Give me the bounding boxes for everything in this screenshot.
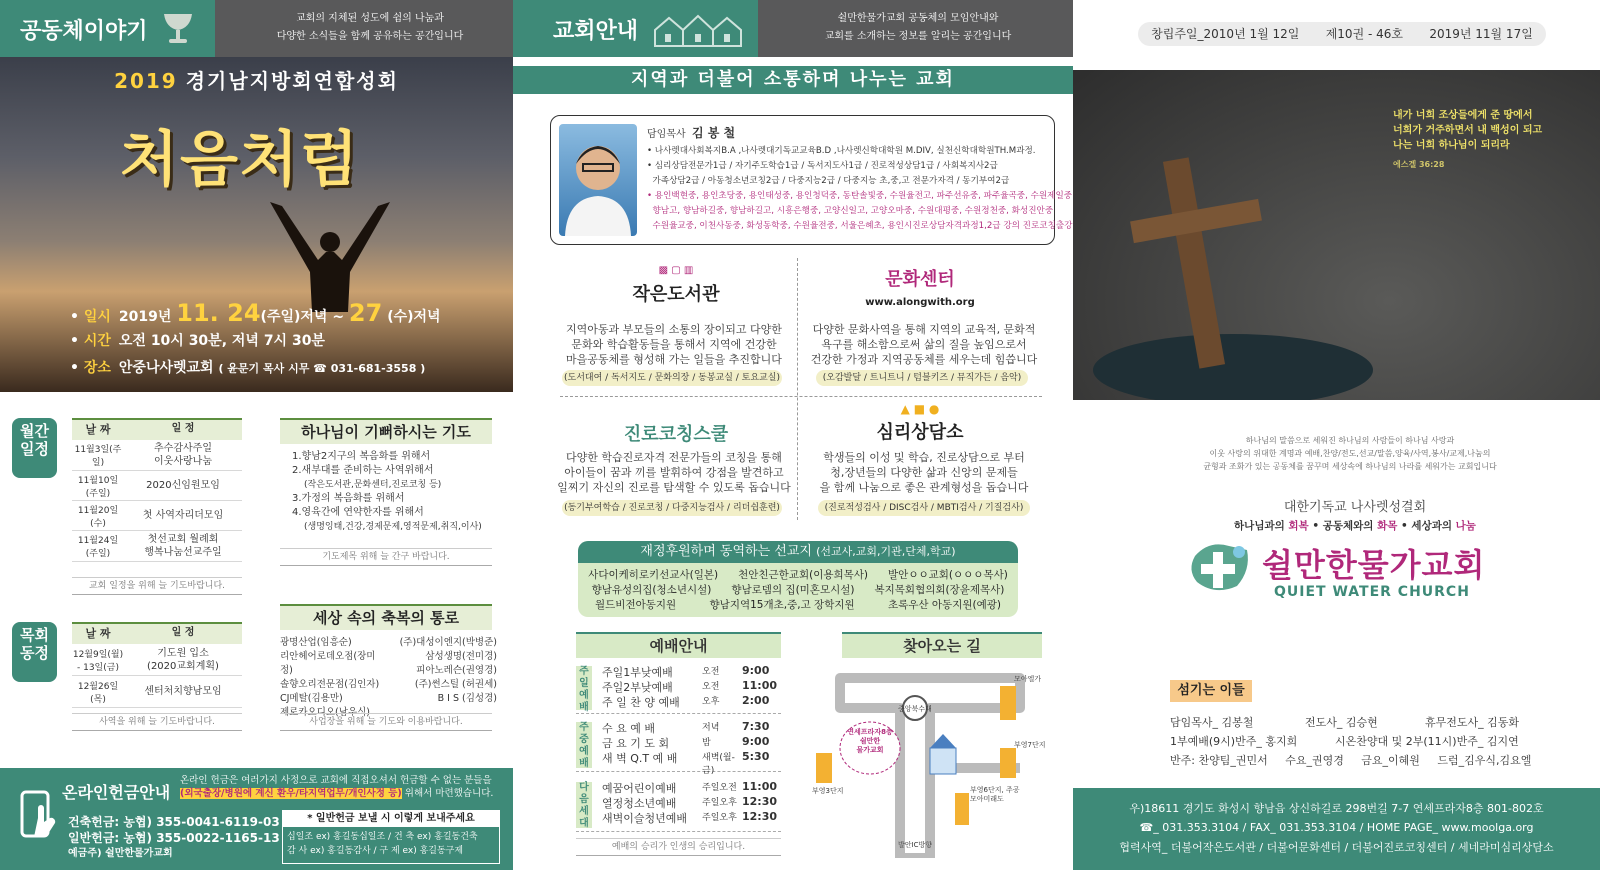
worship-silhouette [230,202,430,312]
mission-line1: 사다이케히로키선교사(일본) 천안친근한교회(이용희목사) 발안ㅇㅇ교회(ㅇㅇㅇ목사) [588,569,1008,581]
service-time-label: 오후 [702,697,720,707]
service-name: 주 일 찬 양 예배 [602,696,680,709]
serve-evangelist: 전도사_ 김승현 [1305,716,1378,729]
row-event: 추수감사주일 이웃사랑나눔 [154,443,212,467]
prayer-foot: 기도제목 위해 늘 간구 바랍니다. [280,548,492,566]
map-label-buyoung7: 부영7단지 [1014,741,1046,749]
issue-info [1138,22,1546,46]
time-key: 시간 [83,333,111,349]
service-name: 주일1부낮예배 [602,666,673,679]
poster-place: • 장소 안중나사렛교회 ( 윤문기 목사 시무 ☎ 031-681-3558 ) [70,360,426,376]
pastoral-table [72,622,242,708]
worship-row [602,780,782,796]
service-time-label: 주일오후 [702,798,737,808]
date-end: 27 [348,299,383,327]
serve-second-service: 시온찬양대 및 2부(11시)반주_ 김지연 [1335,735,1519,748]
library-desc [556,322,792,367]
credential-line: 향남고, 향남하길중, 향남하길고, 시흥은행중, 고양신일고, 고양오마중, 수원대평중, 수원정천중, 화성진안중 [647,206,1054,216]
culture-t2: 욕구를 해소함으로써 삶의 질을 높임으로서 [821,338,1027,351]
cross-photo [1073,70,1600,400]
blessing-title: 세상 속의 축복의 통로 [280,604,492,630]
online-desc3: 위해서 마련했습니다. [404,788,494,799]
business-item: (주)썬스틸 (허권세) [414,679,497,690]
service-time-label: 오전 [702,682,720,692]
coaching-logo [606,402,746,446]
poster-time: • 시간 오전 10시 30분, 저녁 7시 30분 [70,333,325,349]
founded-date: 창립주일_2010년 1월 12일 [1151,27,1300,41]
library-t1: 지역아동과 부모들의 소통의 장이되고 다양한 [566,323,782,336]
church-address: 우)18611 경기도 화성시 향남읍 상신하길로 298번길 7-7 연세프라자8층 801-802호 [1129,802,1544,815]
church-name: 쉴만한물가교회 [1262,546,1486,584]
map-label-balan-ic: 발안IC방향 [898,841,933,849]
serve-leave-evangelist: 휴무전도사_ 김동화 [1425,716,1520,729]
nextgen-tag: 다음세대 [576,782,592,828]
counsel-t2: 청,장년들의 다양한 삶과 신앙의 문제들 [830,466,1018,479]
serve-senior-pastor: 담임목사_ 김봉철 [1170,716,1254,729]
business-item: 리안헤어로데오점(장미정) [280,651,376,676]
library-logo: ▩ ▢ ▥ 작은도서관 [606,265,746,306]
prayer-item: 1.향남2지구의 복음화를 위해서 [292,451,431,462]
business-item: (주)대성이엔지(박병준) [399,637,497,648]
col2-header [513,0,1073,57]
place-extra: ( 윤문기 목사 시무 ☎ 031-681-3558 ) [218,362,426,375]
service-name: 새 벽 Q.T 예 배 [602,752,678,765]
serve-first-service: 1부예배(9시)반주_ 홍지희 [1170,735,1298,748]
mission-box [578,541,1018,617]
row-date: 12월9일(월) - 13일(금) [72,649,124,673]
counsel-shapes-icon: ▲ ■ ● [900,402,940,416]
phone-icon [18,788,58,848]
business-item: 삼성생명(전미경) [425,651,497,662]
note-title: * 일반헌금 보낼 시 이렇게 보내주세요 [283,811,499,827]
slogan-c: • 공동체와의 [1308,520,1378,532]
offering-note [282,810,500,864]
place-key: 장소 [83,360,111,376]
row-date: 11월3일(주일) [74,445,122,468]
church-building-icon [653,12,743,51]
table-row [72,501,242,531]
service-time: 12:30 [742,810,778,823]
culture-t3: 건강한 가정과 지역공동체를 세우는데 힘씁니다 [810,353,1038,366]
row-event: 센터처치향남모임 [144,686,222,697]
church-footer [1073,788,1600,870]
service-time: 9:00 [742,664,770,677]
poster-year: 2019 [114,69,178,93]
service-name: 금 요 기 도 회 [602,737,670,750]
poster-title: 처음처럼 [120,125,360,195]
col2-desc-line2: 교회를 소개하는 정보를 알리는 공간입니다 [824,31,1012,42]
coaching-t1: 다양한 학습진로자격 전문가들의 코칭을 통해 [566,451,782,464]
nextgen-worship [576,778,781,832]
worship-row [602,810,782,826]
row-date: 11월20일(수) [77,505,119,529]
map-title: 찾아오는 길 [842,632,1042,658]
poster-heading [0,65,513,94]
online-offering [0,768,513,870]
prayer-item: 3.가정의 복음화를 위해서 [292,493,405,504]
partner-ministries: 협력사역_ 더불어작은도서관 / 더불어문화센터 / 더불어진로코칭센터 / 세네라미심리상담소 [1119,841,1554,854]
poster-event: 경기남지방회연합성회 [185,69,399,93]
slogan-e: • 세상과의 [1397,520,1456,532]
service-time-label: 주일오후 [702,813,737,823]
service-time: 9:00 [742,735,770,748]
prayer-item: 4.영육간에 연약한자를 위해서 [292,507,424,518]
note-line2: 감 사 ex) 홍길동감사 / 구 제 ex) 홍길동구제 [287,846,464,856]
mission-title-sub: (선교사,교회,기관,단체,학교) [816,545,956,558]
credential-line: • 나사렛대사회복지B.A ,나사렛대기독교교육B.D ,나사렛신학대학원 M.DIV, 실천신학대학원TH.M과정. [647,146,1036,156]
church-name-en: QUIET WATER CHURCH [1274,584,1470,600]
map-label-moa: 모아엘가 [1014,675,1042,683]
business-item: 제로카오디오(남우식) [280,707,371,718]
counsel-t3: 을 함께 나눔으로 좋은 관계형성을 돕습니다 [819,481,1029,494]
church-logo-icon [1185,536,1255,598]
pastoral-foot: 사역을 위해 늘 기도바랍니다. [72,713,242,731]
counsel-tags: (진로적성검사 / DISC검사 / MBTI검사 / 기질검사) [818,500,1030,516]
service-time: 11:00 [742,679,778,692]
online-desc2: (외국출장/병원에 계신 환우/타지역업무/개인사정 등) [180,788,402,799]
serve-accompanists: 반주: 찬양팀_권민서 수요_권영경 금요_이혜원 드럼_김우식,김요엘 [1170,754,1532,767]
coaching-logo-text: 진로코칭스쿨 [623,424,729,445]
church-slogan [1190,518,1520,533]
row-event: 첫 사역자리더모임 [142,510,224,521]
col1-desc-line2: 다양한 소식들을 함께 공유하는 공간입니다 [276,31,464,42]
sunday-worship [576,662,781,714]
row-event: 첫선교회 월례회 행복나눔선교주일 [144,534,222,558]
col1-header-label: 공동체이야기 [0,0,215,57]
map-label-buyoung6: 부영6단지, 주공 모아미래도 [970,786,1020,803]
note-line1: 십일조 ex) 홍길동십일조 / 건 축 ex) 홍길동건축 [287,832,478,842]
place-value: 안중나사렛교회 [118,360,214,376]
slogan-f: 나눔 [1455,520,1476,532]
mission-line3: 월드비전아동지원 향남지역15개초,중,고 장학지원 초록우산 아동지원(예광) [595,599,1001,611]
worship-row [602,750,782,776]
counsel-logo-text: 심리상담소 [876,422,964,443]
weekday-worship [576,718,781,776]
col2-desc-line1: 쉴만한물가교회 공동체의 모임안내와 [837,13,999,24]
blessing-foot: 사업장을 위해 늘 기도와 이용바랍니다. [280,713,492,731]
verse-line3: 나는 너희 하나님이 되리라 [1393,140,1510,151]
vision-line2: 이웃 사랑의 위대한 계명과 예배,찬양/전도,선교/말씀,양육/사역,봉사/교제,나눔의 [1209,449,1491,458]
table-row [72,676,242,708]
general-account: 일반헌금: 농협) 355-0022-1165-13 [68,831,280,845]
business-item: 광명산업(임흥순) [280,637,352,648]
date-mid: (주일)저녁 ~ [260,309,345,325]
online-desc1: 온라인 헌금은 여러가지 사정으로 교회에 직접오셔서 헌금할 수 없는 분들을 [180,775,492,786]
ministry-divider-v [797,258,798,520]
date-post: (수)저녁 [387,309,441,325]
pastor-role: 담임목사 [647,129,686,140]
monthly-header [72,420,242,440]
worship-row [602,694,782,710]
servants-title: 섬기는 이들 [1170,680,1252,702]
monthly-h-event: 일 정 [171,423,195,434]
monthly-foot: 교회 일정을 위해 늘 기도바랍니다. [72,577,242,595]
service-time: 7:30 [742,720,770,733]
issue-number: 제10권 - 46호 [1325,27,1403,41]
poster-date: • 일시 2019년 11. 24(주일)저녁 ~ 27 (수)저녁 [70,299,441,327]
service-name: 열정청소년예배 [602,797,677,810]
culture-tags: (오감발달 / 트니트니 / 텀블키즈 / 뮤직가든 / 음악) [816,370,1028,386]
denomination: 대한기독교 나사렛성결회 [1283,500,1427,515]
location-map[interactable] [810,668,1050,858]
mission-title-main: 재정후원하며 동역하는 선교지 [640,544,812,559]
vision-line3: 균형과 조화가 있는 공동체를 꿈꾸며 세상속에 하나님의 나라를 세워가는 교회입니다 [1203,462,1497,471]
service-time: 5:30 [742,750,770,763]
counsel-logo [855,402,985,444]
culture-url[interactable]: www.alongwith.org [865,297,975,308]
scripture [1393,108,1542,172]
service-time-label: 밤 [702,738,711,748]
row-date: 12월26일(목) [77,681,119,705]
map-label-circle: 중앙북수대 [898,705,932,713]
blessing-left [280,636,385,720]
prayer-title: 하나님이 기뻐하시는 기도 [280,418,492,444]
table-row [72,440,242,471]
col1-desc-line1: 교회의 지체된 성도에 쉼의 나눔과 [296,13,444,24]
service-name: 예꿈어린이예배 [602,782,677,795]
account-holder: 예금주) 쉴만한물가교회 [68,848,173,859]
pastoral-header [72,624,242,644]
pastor-title [647,124,735,141]
church-vision [1180,434,1520,473]
service-time: 11:00 [742,780,778,793]
credential-line: 가족상담2급 / 아동청소년코칭2급 / 다중지능2급 / 다중지능 초,중,고 전문가자격 / 동기부여2급 [647,176,1010,186]
verse-line1: 내가 너희 조상들에게 준 땅에서 [1393,110,1533,121]
service-time-label: 주일오전 [702,783,737,793]
online-desc [180,774,510,800]
table-row [72,471,242,501]
library-tags: (도서대여 / 독서지도 / 문화의장 / 동봉교실 / 토요교실) [562,370,782,386]
online-title: 온라인헌금안내 [62,783,171,802]
worship-row [602,664,782,680]
pastor-photo [559,124,637,236]
business-item: CJ메탈(김용만) [280,693,343,704]
map-label-church: 연세프라자8층 쉴만한 물가교회 [847,728,893,754]
library-logo-text: 작은도서관 [632,284,720,305]
verse-line2: 너희가 거주하면서 내 백성이 되고 [1393,125,1543,136]
pastoral-h-event: 일 정 [171,627,195,638]
culture-t1: 다양한 문화사역을 통해 지역의 교육적, 문화적 [812,323,1036,336]
library-t2: 문화와 학습활동들을 통해서 지역에 건강한 [571,338,777,351]
row-date: 11월10일(주일) [77,475,119,499]
service-name: 수 요 예 배 [602,722,655,735]
service-time-label: 새벽(월-금) [702,753,735,776]
business-item: 솔향오리전문점(김인자) [280,679,380,690]
church-contact[interactable]: ☎_ 031.353.3104 / FAX_ 031.353.3104 / HOME PAGE_ www.moolga.org [1139,821,1534,834]
coaching-t3: 일찌기 자신의 진로를 탐색할 수 있도록 돕습니다 [557,481,791,494]
col2-header-desc [768,10,1068,46]
bulletin-date: 2019년 11월 17일 [1429,27,1533,41]
worship-row [602,720,782,736]
worship-foot: 예배의 승리가 인생의 승리입니다. [576,838,781,856]
worship-row [602,735,782,751]
coaching-t2: 아이들이 꿈과 끼를 발휘하여 강점을 발견하고 [564,466,784,479]
pastoral-h-date: 날 짜 [85,627,111,640]
slogan-a: 하나님과의 [1234,520,1289,532]
col2-header-label: 교회안내 [513,0,758,57]
culture-logo [855,265,985,308]
revival-poster [0,57,513,392]
monthly-tag: 월간 일정 [12,418,57,478]
credential-line: • 용인백현중, 용인초당중, 용인태성중, 용인청덕중, 동탄솔빛중, 수원율전고, 파주선유중, 파주율곡중, 수원제일중 [647,191,1073,201]
slogan-b: 회복 [1288,520,1309,532]
table-row [72,531,242,562]
cup-icon [158,10,198,46]
row-date: 11월24일(주일) [77,536,119,559]
date-start: 11. 24 [176,299,261,327]
col1-header-desc [235,10,505,46]
library-t3: 마을공동체를 형성해 가는 일들을 추진합니다 [566,353,782,366]
mission-title [578,541,1018,563]
blessing-right [392,636,497,706]
counsel-desc [806,450,1042,495]
sunday-tag: 주일예배 [576,666,592,710]
prayer-item: (작은도서관,문화센터,진로코칭 등) [304,480,442,490]
monthly-h-date: 날 짜 [85,423,111,436]
verse-ref: 에스겔 36:28 [1393,160,1445,169]
credential-line: 수원율교중, 이천사동중, 화성동학중, 수원율전중, 서울은혜초, 용인시진로상담자격과정1,2급 강의 진로코칭출강 [647,221,1073,231]
pastor-profile [550,115,1073,245]
pastor-name: 김 봉 철 [692,126,736,140]
time-value: 오전 10시 30분, 저녁 7시 30분 [118,333,325,349]
row-event: 2020신임원모임 [146,480,220,491]
date-pre: 2019년 [118,309,172,325]
service-name: 주일2부낮예배 [602,681,673,694]
col1-header [0,0,513,57]
service-time: 2:00 [742,694,770,707]
service-time-label: 저녁 [702,723,720,733]
vision-line1: 하나님의 말씀으로 세워진 하나님의 사람들이 하나님 사랑과 [1245,436,1455,445]
prayer-item: 2.새부대를 준비하는 사역위해서 [292,465,434,476]
building-account: 건축헌금: 농협) 355-0041-6119-03 [68,815,280,829]
slogan-d: 화목 [1377,520,1398,532]
table-row [72,644,242,676]
mission-line2: 향남유성의집(청소년시설) 향남로뎀의 집(미혼모시설) 복지목회협의회(장윤제목사) [591,584,1005,596]
weekday-tag: 주중예배 [576,722,592,768]
ministry-divider-h [560,396,1042,397]
coaching-desc [556,450,792,495]
community-banner: 지역과 더불어 소통하며 나누는 교회 [513,66,1073,94]
row-event: 기도원 입소 (2020교회계획) [147,647,219,672]
prayer-list [292,450,492,534]
prayer-item: (생명잉태,건강,경제문제,영적문제,취직,이사) [304,522,482,532]
worship-row [602,795,782,811]
credential-line: • 심리상담전문가1급 / 자기주도학습1급 / 독서지도사1급 / 진로적성상담1급 / 사회복지사2급 [647,161,998,171]
map-label-buyoung3: 부영3단지 [812,787,844,795]
counsel-t1: 학생들의 이성 및 학습, 진로상담으로 부터 [823,451,1025,464]
worship-row [602,679,782,695]
culture-desc [806,322,1042,367]
pastoral-tag: 목회 동정 [12,622,57,682]
pastor-credentials [647,144,1073,234]
date-key: 일시 [83,309,111,325]
service-time: 12:30 [742,795,778,808]
business-item: 피아노레슨(권영경) [416,665,497,676]
service-name: 새벽이슬청년예배 [602,812,688,825]
business-item: B I S (김성경) [437,693,497,704]
service-time-label: 오전 [702,667,720,677]
online-accounts [68,814,280,862]
culture-logo-text: 문화센터 [885,269,955,290]
worship-title: 예배안내 [576,632,781,658]
monthly-table [72,418,242,562]
coaching-tags: (동기부여학습 / 진로코칭 / 다중지능검사 / 리더쉽훈련) [562,500,782,516]
